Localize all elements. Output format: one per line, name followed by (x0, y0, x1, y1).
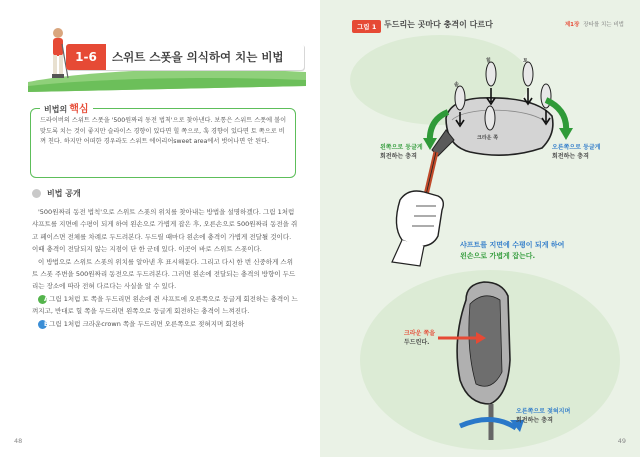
paragraph: 이 방법으로 스위트 스폿의 위치를 알아낸 후 표시해둔다. 그리고 다시 한 번 신중하게 스위트 스폿 주변을 500원짜리 동전으로 두드려본다. 그러면 왼손에 전달되는 충격의 방향이 두드리는 장소에 따라 전혀 다르다는 사실을 알 수 있다. (32, 257, 296, 291)
annotation-crown-tap (404, 330, 435, 347)
core-summary-text: 드라이버의 스위트 스폿을 '500원짜리 동전 법칙'으로 찾아낸다. 보통은 스위트 스폿에 볼이 맞도록 치는 것이 좋지만 슬라이스 경향이 있다면 힐 쪽으로, 훅 경향이 있다면 토 쪽으로 비껴 친다. 하지만 어떠한 경우라도 스위트 에어리어sweet area에서 벗어나면 안 된다. (40, 117, 287, 145)
annotation-crown-line1: 크라운 쪽을 (404, 330, 436, 337)
item-a-text: 그림 1처럼 토 쪽을 두드리면 왼손에 쥔 샤프트에 오른쪽으로 둥글게 회전하는 충격이 느껴지고, 반대로 힐 쪽을 두드리면 왼쪽으로 둥글게 회전하는 충격이 느껴진다. (32, 294, 298, 316)
annotation-right-line1: 오른쪽으로 둥글게 (552, 144, 601, 151)
label-heel: 힐 (486, 58, 491, 64)
chapter-title: 장타를 치는 비법 (583, 22, 624, 28)
core-label-big: 핵심 (69, 104, 89, 115)
caption-line2: 왼손으로 가볍게 잡는다. (460, 252, 536, 260)
figure-illustration (320, 0, 640, 457)
label-crown: 크라운 쪽 (477, 135, 499, 141)
figure-caption (460, 240, 564, 262)
annotation-tilt-line1: 오른쪽으로 젖혀지며 (516, 408, 571, 415)
core-label-small: 비법의 (44, 105, 68, 114)
lesson-title: 스위트 스폿을 의식하여 치는 비법 (112, 50, 284, 64)
section-heading (32, 188, 81, 199)
label-sole: 솔 (454, 82, 459, 88)
annotation-right-tilt (516, 408, 570, 425)
body-text (32, 206, 298, 330)
item-b-text: 그림 1처럼 크라운crown 쪽을 두드리면 오른쪽으로 젖혀지며 회전하 (49, 319, 245, 328)
core-label (40, 100, 93, 115)
annotation-tilt-line2: 회전하는 충격 (516, 416, 553, 424)
marker-a-icon: A (38, 295, 47, 304)
right-page (320, 0, 640, 457)
annotation-left-line2: 회전하는 충격 (380, 152, 417, 160)
marker-b-icon: B (38, 320, 47, 329)
figure-title: 두드리는 곳마다 충격이 다르다 (384, 20, 493, 29)
bullet-icon (32, 189, 41, 198)
label-toe: 토 (523, 58, 528, 64)
chapter-label: 제1장 (564, 22, 580, 28)
annotation-right-rotation (552, 144, 600, 161)
page-number-right: 49 (617, 437, 626, 445)
annotation-left-line1: 왼쪽으로 둥글게 (380, 144, 423, 151)
annotation-right-line2: 회전하는 충격 (552, 152, 589, 160)
caption-line1: 샤프트를 지면에 수평이 되게 하여 (460, 241, 565, 249)
paragraph: '500원짜리 동전 법칙'으로 스위트 스폿의 위치를 찾아내는 방법을 설명하겠다. 그림 1처럼 샤프트를 지면에 수평이 되게 하여 왼손으로 가볍게 잡은 후, 오른손으로 500원짜리 동전을 쥐고 페이스면 전체를 차례로 두드려본다. 두드릴 때마다 왼손에 충격이 가볍게 전달될 것이다. 이때 충격이 전달되지 않는 지점이 단 한 군데 있다. 이곳이 바로 스위트 스폿이다. (32, 208, 298, 254)
page-number-left: 48 (14, 437, 23, 445)
figure-badge: 그림 1 (352, 20, 381, 33)
chapter-header (565, 20, 624, 28)
annotation-crown-line2: 두드린다. (404, 338, 430, 346)
list-item (32, 318, 298, 330)
annotation-left-rotation (380, 144, 423, 161)
lesson-number: 1-6 (66, 44, 106, 70)
section-heading-text: 비법 공개 (47, 189, 81, 198)
list-item (32, 293, 298, 318)
